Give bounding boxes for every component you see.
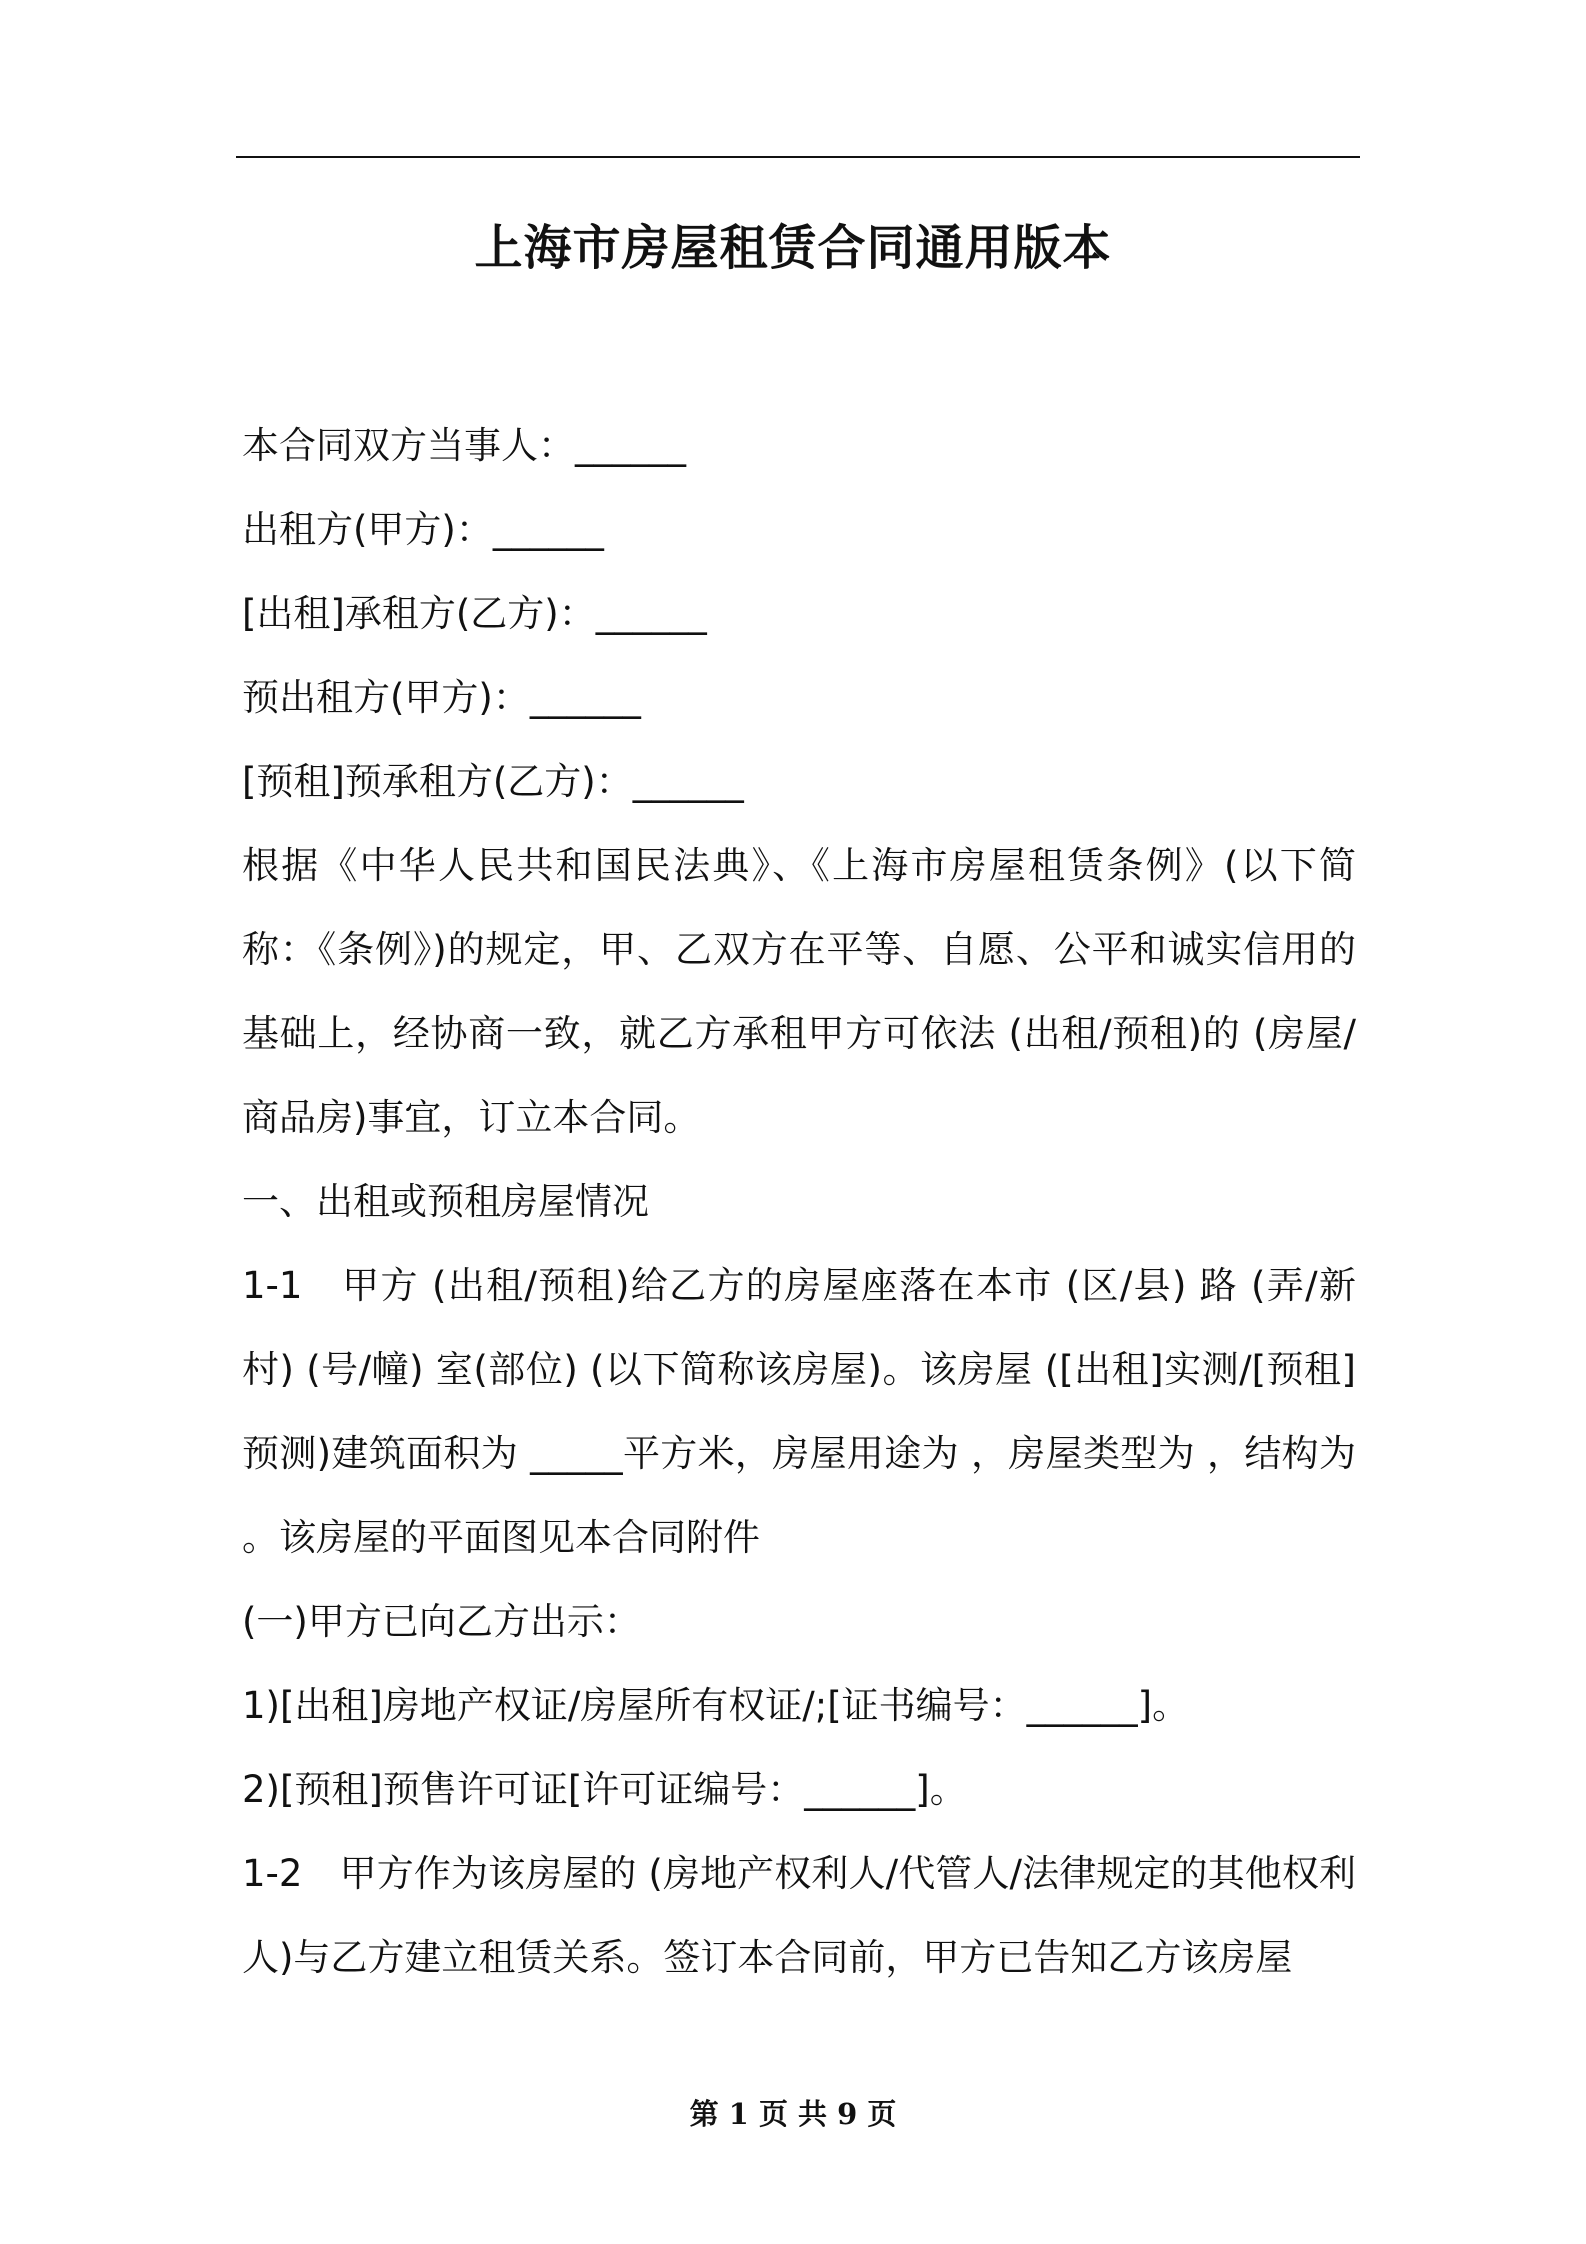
pre-lessor-line: 预出租方(甲方)：______ [242, 676, 641, 719]
clause-1-1: 1-1 甲方 (出租/预租)给乙方的房屋座落在本市 (区/县) 路 (弄/新村) (号/幢) 室(部位) (以下简称该房屋)。该房屋 ([出租]实测/[预租]预测)建筑面积为 _____平方米，房屋用途为 ，房屋类型为 ，结构为 。该房屋的平面图见本合同附件 [242, 1264, 1356, 1559]
basis-paragraph: 根据《中华人民共和国民法典》、《上海市房屋租赁条例》(以下简称：《条例》)的规定，甲、乙双方在平等、自愿、公平和诚实信用的基础上，经协商一致，就乙方承租甲方可依法 (出租/预租)的 (房屋/商品房)事宜，订立本合同。 [242, 844, 1356, 1139]
list-item-1: 1)[出租]房地产权证/房屋所有权证/;[证书编号：______]。 [242, 1684, 1190, 1727]
lessee-line: [出租]承租方(乙方)：______ [242, 592, 707, 635]
header-rule [236, 156, 1360, 158]
document-body [242, 404, 1356, 2000]
section-1-heading: 一、出租或预租房屋情况 [242, 1180, 649, 1223]
document-title: 上海市房屋租赁合同通用版本 [474, 220, 1112, 276]
lessor-line: 出租方(甲方)：______ [242, 508, 604, 551]
page-number: 第 1 页 共 9 页 [689, 2097, 897, 2131]
clause-1-2: 1-2 甲方作为该房屋的 (房地产权利人/代管人/法律规定的其他权利人)与乙方建立租赁关系。签订本合同前，甲方已告知乙方该房屋 [242, 1852, 1356, 1979]
parties-line: 本合同双方当事人：______ [242, 424, 686, 467]
list-item-2: 2)[预租]预售许可证[许可证编号：______]。 [242, 1768, 967, 1811]
pre-lessee-line: [预租]预承租方(乙方)：______ [242, 760, 744, 803]
subsection-1-heading: (一)甲方已向乙方出示： [242, 1600, 641, 1643]
